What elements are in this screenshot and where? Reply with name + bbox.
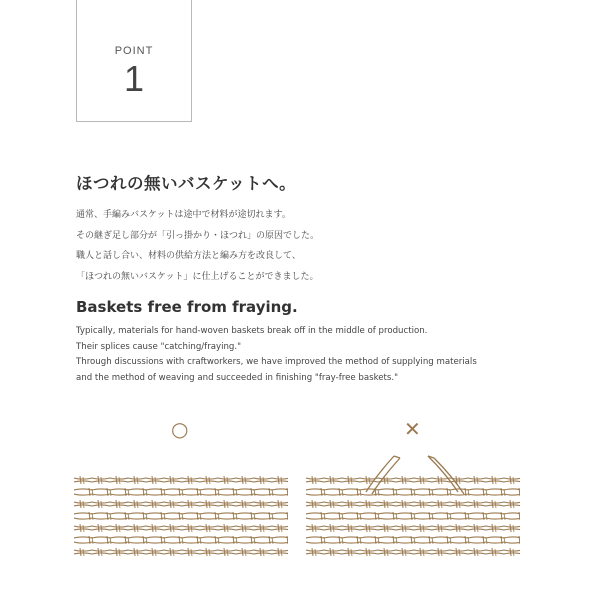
weave-stake [134, 500, 135, 508]
weave-stake [315, 549, 316, 556]
weave-stake [513, 501, 514, 508]
weave-stake [441, 549, 442, 556]
weave-stake [227, 525, 228, 532]
weave-stake [101, 501, 102, 508]
weave-stake [245, 525, 246, 532]
weave-stake [101, 477, 102, 484]
weave-stake [101, 549, 102, 556]
weave-strand [306, 505, 520, 506]
weave-stake [495, 549, 496, 556]
point-number: 1 [123, 58, 145, 99]
weave-stake [420, 524, 421, 532]
weave-stake [245, 477, 246, 484]
weave-stake [330, 524, 331, 532]
weave-stake [330, 548, 331, 556]
weave-strand [74, 542, 288, 543]
weave-stake [438, 548, 439, 556]
weave-stake [477, 549, 478, 556]
weave-stake [83, 525, 84, 532]
weave-stake [402, 524, 403, 532]
weave-stake [152, 548, 153, 556]
weave-stake [116, 524, 117, 532]
weave-bad-illustration [306, 446, 520, 568]
weave-stake [206, 500, 207, 508]
weave-stake [387, 501, 388, 508]
weave-stake [137, 501, 138, 508]
weave-stake [80, 548, 81, 556]
weave-stake [351, 549, 352, 556]
weave-strand [74, 505, 288, 506]
weave-stake [456, 548, 457, 556]
jp-line: その継ぎ足し部分が「引っ掛かり・ほつれ」の原因でした。 [76, 230, 320, 241]
weave-strand [306, 478, 520, 479]
weave-stake [242, 500, 243, 508]
weave-good-illustration [74, 468, 288, 568]
weave-stake [351, 501, 352, 508]
weave-stake [209, 525, 210, 532]
weave-stake [260, 500, 261, 508]
weave-stake [351, 477, 352, 484]
weave-stake [281, 477, 282, 484]
weave-stake [83, 477, 84, 484]
weave-stake [495, 525, 496, 532]
weave-stake [155, 501, 156, 508]
weave-stake [402, 548, 403, 556]
weave-stake [173, 477, 174, 484]
good-mark-icon: ○ [171, 417, 189, 441]
weave-stake [260, 548, 261, 556]
weave-stake [281, 549, 282, 556]
frayed-strand [366, 456, 394, 492]
weave-stake [477, 501, 478, 508]
weave-stake [137, 549, 138, 556]
weave-stake [369, 549, 370, 556]
weave-stake [348, 476, 349, 484]
weave-stake [224, 476, 225, 484]
weave-stake [263, 549, 264, 556]
weave-stake [80, 524, 81, 532]
weave-stake [260, 524, 261, 532]
weave-stake [134, 548, 135, 556]
weave-stake [402, 476, 403, 484]
weave-stake [188, 524, 189, 532]
weave-stake [312, 500, 313, 508]
weave-stake [119, 501, 120, 508]
weave-stake [387, 549, 388, 556]
en-body [76, 324, 477, 386]
weave-strand [74, 518, 288, 519]
weave-stake [209, 477, 210, 484]
weave-strand [306, 553, 520, 554]
weave-stake [438, 500, 439, 508]
weave-stake [119, 477, 120, 484]
weave-stake [459, 525, 460, 532]
weave-strand [306, 526, 520, 527]
weave-stake [170, 500, 171, 508]
weave-stake [281, 501, 282, 508]
weave-stake [510, 500, 511, 508]
jp-line: 職人と話し合い、材料の供給方法と編み方を改良して、 [76, 251, 301, 261]
weave-strand [306, 518, 520, 519]
weave-stake [405, 525, 406, 532]
weave-stake [278, 524, 279, 532]
en-line: Through discussions with craftworkers, we have improved the method of supplying materials [76, 357, 477, 368]
weave-stake [477, 525, 478, 532]
weave-stake [315, 525, 316, 532]
weave-stake [191, 477, 192, 484]
weave-stake [513, 477, 514, 484]
weave-stake [119, 525, 120, 532]
weave-stake [456, 524, 457, 532]
weave-stake [441, 501, 442, 508]
weave-strand [306, 502, 520, 503]
weave-stake [348, 500, 349, 508]
weave-stake [423, 525, 424, 532]
weave-stake [420, 476, 421, 484]
weave-stake [312, 548, 313, 556]
weave-strand [74, 478, 288, 479]
weave-stake [116, 500, 117, 508]
weave-stake [348, 548, 349, 556]
en-title: Baskets free from fraying. [76, 298, 298, 316]
weave-stake [206, 476, 207, 484]
weave-stake [155, 477, 156, 484]
weave-stake [152, 500, 153, 508]
weave-stake [333, 477, 334, 484]
weave-stake [510, 524, 511, 532]
weave-stake [227, 501, 228, 508]
weave-stake [459, 501, 460, 508]
weave-stake [495, 477, 496, 484]
weave-stake [351, 525, 352, 532]
weave-stake [245, 549, 246, 556]
weave-stake [459, 549, 460, 556]
weave-stake [137, 477, 138, 484]
weave-stake [366, 476, 367, 484]
weave-stake [245, 501, 246, 508]
weave-stake [441, 477, 442, 484]
weave-strand [74, 513, 288, 514]
weave-stake [312, 524, 313, 532]
weave-stake [98, 548, 99, 556]
weave-stake [366, 524, 367, 532]
weave-stake [227, 477, 228, 484]
weave-strand [74, 502, 288, 503]
weave-stake [456, 500, 457, 508]
jp-line: 「ほつれの無いバスケット」に仕上げることができました。 [76, 271, 319, 282]
weave-stake [188, 500, 189, 508]
weave-strand [306, 494, 520, 495]
weave-stake [513, 525, 514, 532]
weave-stake [366, 500, 367, 508]
weave-stake [438, 524, 439, 532]
weave-strand [74, 489, 288, 490]
weave-stake [242, 548, 243, 556]
weave-stake [384, 524, 385, 532]
weave-stake [152, 524, 153, 532]
weave-stake [510, 548, 511, 556]
weave-stake [513, 549, 514, 556]
weave-stake [492, 476, 493, 484]
weave-strand [306, 489, 520, 490]
weave-stake [492, 548, 493, 556]
point-label: POINT [114, 45, 154, 57]
weave-stake [83, 549, 84, 556]
weave-stake [263, 525, 264, 532]
weave-strand [306, 529, 520, 530]
weave-stake [101, 525, 102, 532]
weave-stake [333, 525, 334, 532]
weave-stake [224, 548, 225, 556]
point-box [76, 0, 192, 122]
weave-strand [74, 494, 288, 495]
weave-stake [209, 549, 210, 556]
weave-stake [330, 476, 331, 484]
weave-stake [474, 476, 475, 484]
weave-stake [224, 500, 225, 508]
weave-stake [278, 476, 279, 484]
weave-stake [423, 477, 424, 484]
weave-stake [134, 524, 135, 532]
weave-strand [74, 537, 288, 538]
weave-stake [188, 548, 189, 556]
weave-stake [441, 525, 442, 532]
weave-stake [405, 549, 406, 556]
frayed-strand [428, 456, 458, 492]
weave-stake [260, 476, 261, 484]
weave-stake [206, 524, 207, 532]
weave-stake [330, 500, 331, 508]
weave-stake [423, 501, 424, 508]
weave-stake [83, 501, 84, 508]
weave-stake [227, 549, 228, 556]
weave-stake [477, 477, 478, 484]
en-line: Typically, materials for hand-woven baskets break off in the middle of production. [76, 326, 428, 336]
weave-stake [173, 549, 174, 556]
weave-stake [152, 476, 153, 484]
weave-stake [242, 524, 243, 532]
weave-stake [119, 549, 120, 556]
weave-stake [423, 549, 424, 556]
weave-strand [74, 553, 288, 554]
weave-stake [173, 525, 174, 532]
weave-stake [495, 501, 496, 508]
weave-stake [224, 524, 225, 532]
weave-stake [206, 548, 207, 556]
weave-stake [188, 476, 189, 484]
weave-strand [74, 526, 288, 527]
frayed-tip [394, 456, 400, 458]
weave-stake [474, 524, 475, 532]
weave-stake [492, 524, 493, 532]
weave-stake [116, 548, 117, 556]
weave-stake [209, 501, 210, 508]
weave-strand [74, 550, 288, 551]
weave-stake [170, 524, 171, 532]
jp-body [76, 205, 319, 287]
jp-title: ほつれの無いバスケットへ。 [76, 174, 297, 193]
weave-stake [191, 501, 192, 508]
weave-stake [315, 477, 316, 484]
weave-stake [80, 500, 81, 508]
weave-stake [459, 477, 460, 484]
weave-strand [306, 481, 520, 482]
weave-stake [137, 525, 138, 532]
weave-stake [492, 500, 493, 508]
weave-stake [474, 548, 475, 556]
weave-stake [80, 476, 81, 484]
weave-stake [173, 501, 174, 508]
weave-stake [384, 548, 385, 556]
weave-stake [155, 525, 156, 532]
weave-stake [242, 476, 243, 484]
weave-stake [155, 549, 156, 556]
weave-stake [366, 548, 367, 556]
en-line: Their splices cause "catching/fraying." [76, 341, 242, 352]
weave-strand [74, 529, 288, 530]
weave-stake [170, 476, 171, 484]
bad-mark-icon: ✕ [404, 417, 421, 441]
weave-stake [369, 525, 370, 532]
weave-stake [98, 476, 99, 484]
weave-stake [98, 524, 99, 532]
weave-stake [281, 525, 282, 532]
weave-stake [474, 500, 475, 508]
weave-strand [306, 537, 520, 538]
weave-stake [405, 501, 406, 508]
weave-stake [278, 500, 279, 508]
weave-stake [333, 501, 334, 508]
weave-strand [306, 550, 520, 551]
weave-stake [438, 476, 439, 484]
weave-stake [191, 525, 192, 532]
weave-stake [387, 525, 388, 532]
weave-stake [278, 548, 279, 556]
weave-stake [369, 501, 370, 508]
weave-stake [402, 500, 403, 508]
en-line: and the method of weaving and succeeded in finishing "fray-free baskets." [76, 372, 399, 383]
weave-stake [405, 477, 406, 484]
weave-stake [420, 500, 421, 508]
weave-stake [369, 477, 370, 484]
weave-stake [170, 548, 171, 556]
weave-stake [387, 477, 388, 484]
weave-stake [134, 476, 135, 484]
weave-stake [312, 476, 313, 484]
weave-stake [98, 500, 99, 508]
weave-stake [315, 501, 316, 508]
weave-stake [263, 501, 264, 508]
weave-stake [510, 476, 511, 484]
weave-stake [333, 549, 334, 556]
weave-stake [384, 500, 385, 508]
weave-strand [306, 513, 520, 514]
weave-stake [116, 476, 117, 484]
weave-strand [74, 481, 288, 482]
weave-stake [420, 548, 421, 556]
weave-stake [263, 477, 264, 484]
weave-stake [191, 549, 192, 556]
weave-stake [348, 524, 349, 532]
jp-line: 通常、手編みバスケットは途中で材料が途切れます。 [76, 210, 291, 220]
weave-strand [306, 542, 520, 543]
